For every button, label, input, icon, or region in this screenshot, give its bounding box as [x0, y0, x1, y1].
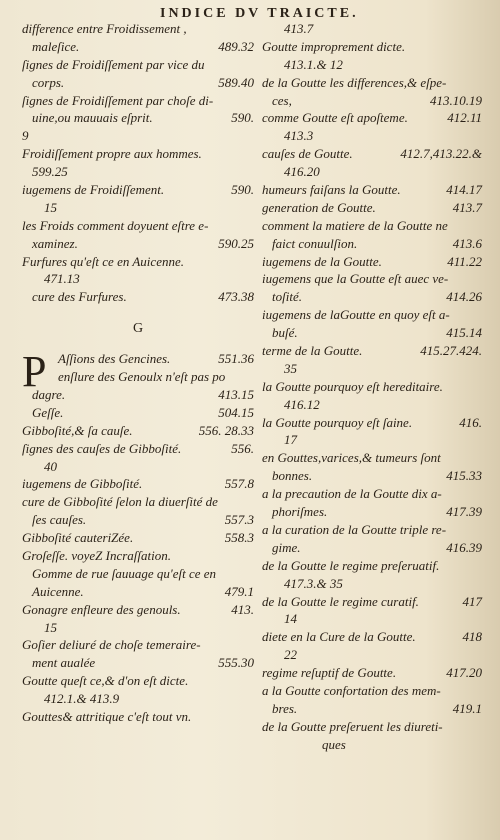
entry-text: uine,ou mauuais eſprit.: [32, 110, 153, 126]
index-entry: [262, 449, 482, 467]
entry-page-ref: 558.3: [224, 530, 254, 546]
index-entry: [22, 440, 254, 458]
entry-text: cure des Furfures.: [32, 289, 127, 305]
entry-text: 14: [284, 611, 297, 627]
entry-page-ref: 473.38: [218, 289, 254, 305]
entry-text: ces,: [272, 92, 292, 108]
entry-text: Goſier deliuré de choſe temeraire-: [22, 637, 201, 653]
index-entry: [22, 127, 254, 145]
entry-text: Goutte queſt ce,& d'on eſt dicte.: [22, 673, 189, 689]
entry-page-ref: 415.33: [446, 468, 482, 484]
index-entry: [262, 235, 482, 253]
index-entry: [22, 56, 254, 74]
index-entry: [262, 342, 482, 360]
index-entry: [22, 475, 254, 493]
entry-text: bres.: [272, 700, 298, 716]
entry-text: ſignes des cauſes de Gibboſité.: [22, 440, 182, 456]
index-entry: [22, 422, 254, 440]
entry-text: Aſſions des Gencines.: [58, 351, 171, 367]
entry-page-ref: 416.: [459, 414, 482, 430]
entry-text: iugemens de laGoutte en quoy eſt a-: [262, 307, 450, 323]
entry-page-ref: 413.15: [218, 386, 254, 402]
index-entry: [22, 38, 254, 56]
entry-page-ref: 413.7: [452, 199, 482, 215]
index-entry: [22, 20, 254, 38]
entry-page-ref: 414.17: [446, 182, 482, 198]
index-entry: [22, 386, 254, 404]
index-entry: [22, 368, 254, 386]
entry-text: 599.25: [32, 164, 68, 180]
entry-text: ment aualée: [32, 655, 96, 671]
index-entry: [262, 610, 482, 628]
entry-page-ref: 418: [462, 629, 482, 645]
index-entry: [22, 654, 254, 672]
index-entry: [262, 270, 482, 288]
index-entry: [22, 636, 254, 654]
index-column-left: [22, 20, 254, 726]
index-entry: [22, 163, 254, 181]
entry-text: la Goutte pourquoy eſt hereditaire.: [262, 378, 443, 394]
entry-text: Froidiſſement propre aux hommes.: [22, 146, 202, 162]
entry-text: 40: [44, 458, 57, 474]
entry-page-ref: 419.1: [452, 700, 482, 716]
index-entry: [22, 547, 254, 565]
index-entry: [262, 521, 482, 539]
entry-page-ref: 557.3: [224, 512, 254, 528]
entry-text: Groſeſſe. voyeZ Incraſſation.: [22, 547, 171, 563]
entry-page-ref: 590.: [231, 110, 254, 126]
entry-text: maleſice.: [32, 38, 80, 54]
index-entry: [262, 306, 482, 324]
entry-text: ſignes de Froidiſſement par choſe di-: [22, 92, 214, 108]
entry-text: 9: [22, 128, 29, 144]
index-entry: [22, 253, 254, 271]
index-entry: [262, 378, 482, 396]
entry-text: regime reſuptif de Goutte.: [262, 665, 397, 681]
entry-text: ques: [322, 736, 346, 752]
entry-text: 413.1.& 12: [284, 56, 343, 72]
entry-page-ref: 556.: [231, 440, 254, 456]
index-entry: [262, 718, 482, 736]
entry-text: 416.20: [284, 164, 320, 180]
index-entry: [262, 145, 482, 163]
entry-text: la Goutte pourquoy eſt ſaine.: [262, 414, 413, 430]
entry-text: diete en la Cure de la Goutte.: [262, 629, 416, 645]
entry-text: Auicenne.: [32, 583, 84, 599]
running-header: INDICE DV TRAICTE.: [160, 6, 359, 21]
index-entry: [22, 601, 254, 619]
index-entry: [262, 539, 482, 557]
entries-g-section: [22, 347, 254, 726]
entry-page-ref: 589.40: [218, 74, 254, 90]
entry-text: Gibboſité,& ſa cauſe.: [22, 422, 133, 438]
entry-page-ref: 414.26: [446, 289, 482, 305]
index-entry: [262, 109, 482, 127]
index-entry: [22, 350, 254, 368]
entry-page-ref: 412.7,413.22.&: [400, 146, 482, 162]
index-entry: [22, 74, 254, 92]
index-entry: [262, 682, 482, 700]
index-entry: [22, 109, 254, 127]
entry-page-ref: 415.27.424.: [420, 343, 482, 359]
entry-text: iugemens de Gibboſité.: [22, 476, 143, 492]
index-entry: [262, 664, 482, 682]
entry-text: xaminez.: [32, 235, 78, 251]
entry-page-ref: 413.: [231, 601, 254, 617]
entry-text: 22: [284, 647, 297, 663]
index-entry: [262, 199, 482, 217]
entry-text: faict conuulſion.: [272, 235, 358, 251]
index-entry: [22, 690, 254, 708]
index-entry: [262, 628, 482, 646]
index-entry: [262, 127, 482, 145]
entry-text: gime.: [272, 539, 301, 555]
index-entry: [22, 529, 254, 547]
entry-text: terme de la Goutte.: [262, 343, 363, 359]
entry-text: les Froids comment doyuent eſtre e-: [22, 217, 209, 233]
entry-text: iugemens que la Goutte eſt auec ve-: [262, 271, 449, 287]
entry-text: iugemens de la Goutte.: [262, 253, 382, 269]
index-entry: [262, 467, 482, 485]
index-entry: [262, 74, 482, 92]
entry-text: toſité.: [272, 289, 302, 305]
index-entry: [22, 217, 254, 235]
entry-text: de la Goutte preſeruent les diureti-: [262, 718, 443, 734]
entry-page-ref: 417: [462, 593, 482, 609]
entry-text: 417.3.& 35: [284, 575, 343, 591]
entry-text: Gouttes& attritique c'eſt tout vn.: [22, 708, 192, 724]
index-entry: [22, 199, 254, 217]
index-entry: [262, 20, 482, 38]
entry-page-ref: 417.39: [446, 504, 482, 520]
index-entry: [22, 708, 254, 726]
index-entry: [262, 324, 482, 342]
index-entry: [262, 700, 482, 718]
entry-text: buſé.: [272, 325, 298, 341]
entry-text: de la Goutte les differences,& eſpe-: [262, 74, 447, 90]
index-entry: [262, 557, 482, 575]
index-entry: [262, 92, 482, 110]
entry-text: 35: [284, 360, 297, 376]
entry-text: dagre.: [32, 386, 66, 402]
index-entry: [22, 565, 254, 583]
index-entry: [22, 145, 254, 163]
entry-text: 15: [44, 199, 57, 215]
index-entry: [262, 575, 482, 593]
entry-page-ref: 489.32: [218, 38, 254, 54]
index-entry: [262, 646, 482, 664]
entry-text: a la Goutte confortation des mem-: [262, 682, 441, 698]
entry-text: comment la matiere de la Goutte ne: [262, 217, 448, 233]
entry-text: Furfures qu'eſt ce en Auicenne.: [22, 253, 184, 269]
entry-page-ref: 590.: [231, 182, 254, 198]
index-entry: [262, 396, 482, 414]
index-entry: [22, 92, 254, 110]
entry-text: a la curation de la Goutte triple re-: [262, 521, 447, 537]
index-entry: [22, 235, 254, 253]
entry-page-ref: 556. 28.33: [198, 422, 254, 438]
entry-text: cure de Gibboſité ſelon la diuerſité de: [22, 494, 218, 510]
entry-text: a la precaution de la Goutte dix a-: [262, 486, 442, 502]
index-entry: [262, 163, 482, 181]
entry-text: Gonagre enfleure des genouls.: [22, 601, 181, 617]
index-entry: [22, 288, 254, 306]
entry-text: 17: [284, 432, 297, 448]
index-entry: [22, 458, 254, 476]
entry-page-ref: 557.8: [224, 476, 254, 492]
index-entry: [262, 414, 482, 432]
entry-text: en Gouttes,varices,& tumeurs ſont: [262, 450, 441, 466]
index-entry: [262, 38, 482, 56]
entry-page-ref: 551.36: [218, 351, 254, 367]
index-entry: [22, 511, 254, 529]
entry-text: 15: [44, 619, 57, 635]
index-entry: [262, 593, 482, 611]
entry-page-ref: 411.22: [447, 253, 482, 269]
entry-text: 416.12: [284, 396, 320, 412]
entry-text: ſes cauſes.: [32, 512, 87, 528]
entries-before-g: [22, 20, 254, 306]
entry-text: de la Goutte le regime preſeruatif.: [262, 557, 440, 573]
index-entry: [262, 288, 482, 306]
entry-text: Gibboſité cauteriZée.: [22, 530, 134, 546]
dropcap-letter: P: [22, 347, 47, 397]
entry-page-ref: 412.11: [447, 110, 482, 126]
entry-page-ref: 590.25: [218, 235, 254, 251]
entry-text: Gomme de rue ſauuage qu'eſt ce en: [32, 565, 216, 581]
index-entry: [22, 583, 254, 601]
entry-text: Geſſe.: [32, 404, 64, 420]
entry-text: 413.3: [284, 128, 314, 144]
entry-page-ref: 416.39: [446, 539, 482, 555]
entry-text: bonnes.: [272, 468, 313, 484]
entry-text: difference entre Froidissement ,: [22, 21, 187, 36]
entry-text: generation de Goutte.: [262, 199, 376, 215]
entry-page-ref: 413.10.19: [430, 92, 482, 108]
index-entry: [22, 181, 254, 199]
entry-text: 413.7: [284, 21, 314, 36]
entry-text: comme Goutte eſt apoſteme.: [262, 110, 408, 126]
entry-page-ref: 415.14: [446, 325, 482, 341]
entry-page-ref: 555.30: [218, 655, 254, 671]
entry-text: enſlure des Genoulx n'eſt pas po: [58, 369, 226, 385]
entry-page-ref: 504.15: [218, 404, 254, 420]
index-entry: [262, 56, 482, 74]
entry-text: phoriſmes.: [272, 504, 328, 520]
index-entry: [262, 181, 482, 199]
entry-text: 471.13: [44, 271, 80, 287]
index-entry: [22, 404, 254, 422]
entry-text: 412.1.& 413.9: [44, 691, 120, 707]
index-entry: [262, 485, 482, 503]
entry-page-ref: 479.1: [224, 583, 254, 599]
index-entry: [22, 493, 254, 511]
index-entry: [262, 736, 482, 754]
index-entry: [22, 619, 254, 637]
entry-text: Goutte improprement dicte.: [262, 38, 406, 54]
entry-text: humeurs faiſans la Goutte.: [262, 182, 401, 198]
index-column-right: [262, 20, 482, 754]
index-entry: [262, 360, 482, 378]
entry-text: ſignes de Froidiſſement par vice du: [22, 56, 205, 72]
entry-text: corps.: [32, 74, 65, 90]
index-entry: [262, 253, 482, 271]
entry-page-ref: 413.6: [452, 235, 482, 251]
index-entry: [22, 270, 254, 288]
entry-text: cauſes de Goutte.: [262, 146, 353, 162]
entry-text: iugemens de Froidiſſement.: [22, 182, 165, 198]
index-entry: [262, 503, 482, 521]
section-letter: G: [132, 321, 144, 337]
entry-text: de la Goutte le regime curatif.: [262, 593, 419, 609]
entry-page-ref: 417.20: [446, 665, 482, 681]
index-entry: [262, 217, 482, 235]
index-entry: [22, 672, 254, 690]
index-entry: [262, 431, 482, 449]
